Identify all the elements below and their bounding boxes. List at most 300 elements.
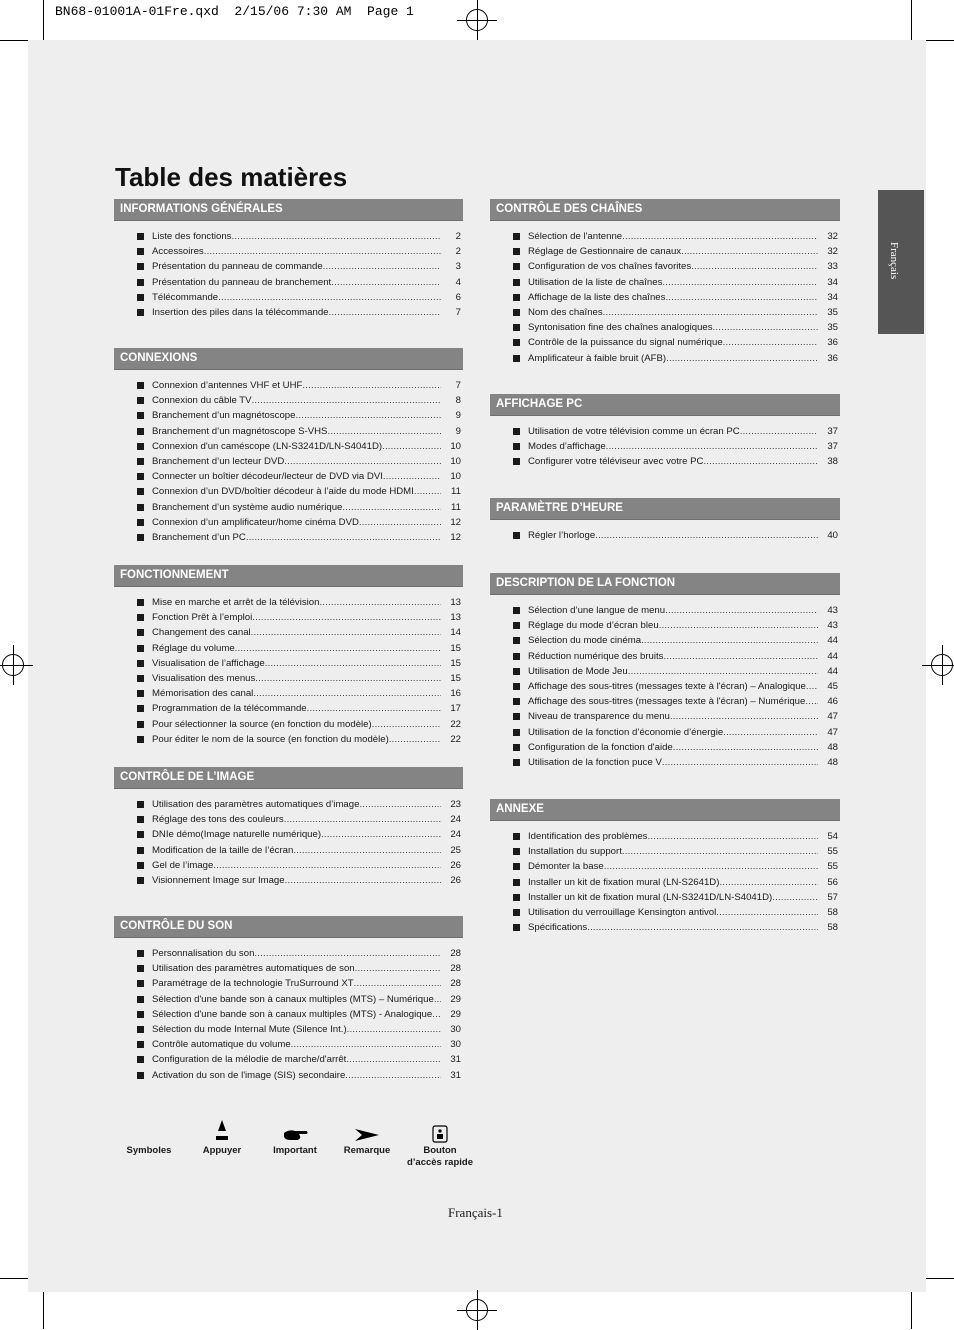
toc-entry-page: 32 (827, 246, 838, 258)
toc-entry (114, 1007, 463, 1022)
toc-entry (114, 656, 463, 671)
toc-entry (490, 649, 840, 664)
toc-entry-label: Fonction Prêt à l’emploi ..... (152, 610, 441, 625)
square-bullet-icon (137, 847, 144, 854)
toc-entry (114, 625, 463, 640)
toc-entry-label: Mise en marche et arrêt de la télévision ..... (152, 595, 441, 610)
toc-entry (114, 515, 463, 530)
toc-entry-page: 14 (450, 627, 461, 639)
toc-entry-label: Affichage de la liste des chaînes ..... (528, 290, 818, 305)
section-header: INFORMATIONS GÉNÉRALES (114, 199, 463, 221)
toc-list (114, 946, 463, 1083)
toc-entry-page: 13 (450, 612, 461, 624)
crop-mark (0, 1278, 28, 1279)
toc-entry-page: 55 (827, 846, 838, 858)
section-annexe (490, 799, 840, 935)
toc-entry-page: 26 (450, 874, 461, 886)
square-bullet-icon (513, 339, 520, 346)
page-footer: Français-1 (448, 1205, 503, 1220)
toc-entry (490, 905, 840, 920)
toc-entry (490, 424, 840, 439)
square-bullet-icon (137, 519, 144, 526)
square-bullet-icon (137, 862, 144, 869)
toc-entry-label: Sélection du mode cinéma ..... (528, 633, 818, 648)
toc-entry-label: Mémorisation des canal ..... (152, 686, 441, 701)
toc-entry-label: Contrôle de la puissance du signal numérique ..... (528, 335, 818, 350)
toc-entry-label: Utilisation des paramètres automatiques d’image ..... (152, 797, 441, 812)
toc-entry-label: Visualisation de l’affichage ..... (152, 656, 441, 671)
toc-entry (490, 244, 840, 259)
square-bullet-icon (137, 279, 144, 286)
toc-entry (490, 528, 840, 543)
toc-entry (114, 671, 463, 686)
toc-entry-label: Sélection de l'antenne ..... (528, 229, 818, 244)
toc-entry-label: Spécifications ..... (528, 920, 818, 935)
toc-entry-page: 38 (827, 456, 838, 468)
toc-entry-label: Branchement d’un système audio numérique ..... (152, 500, 441, 515)
toc-entry-label: Présentation du panneau de branchement ..... (152, 275, 441, 290)
square-bullet-icon (513, 355, 520, 362)
toc-entry-label: Modes d’affichage ..... (528, 439, 818, 454)
toc-entry (114, 858, 463, 873)
toc-entry-label: Démonter la base ..... (528, 859, 818, 874)
square-bullet-icon (137, 534, 144, 541)
toc-list (114, 229, 463, 320)
toc-entry (114, 1022, 463, 1037)
toc-entry (490, 633, 840, 648)
toc-entry-page: 11 (451, 501, 461, 513)
toc-entry (490, 664, 840, 679)
toc-entry-label: Utilisation de la fonction puce V ..... (528, 755, 818, 770)
toc-entry-label: Activation du son de l'image (SIS) secondaire ..... (152, 1068, 441, 1083)
toc-entry (114, 610, 463, 625)
toc-entry (114, 843, 463, 858)
toc-entry (114, 305, 463, 320)
toc-entry-label: Branchement d’un magnétoscope ..... (152, 408, 441, 423)
toc-entry-label: Contrôle automatique du volume ..... (152, 1037, 441, 1052)
square-bullet-icon (137, 690, 144, 697)
toc-entry-page: 24 (450, 814, 461, 826)
toc-entry-label: Sélection d’une langue de menu ..... (528, 603, 818, 618)
section-controle-image (114, 767, 463, 888)
toc-entry-page: 22 (450, 718, 461, 730)
square-bullet-icon (137, 599, 144, 606)
toc-entry-label: Pour sélectionner la source (en fonction du modèle) ..... (152, 717, 441, 732)
toc-entry (114, 701, 463, 716)
toc-entry-label: Installation du support ..... (528, 844, 818, 859)
legend-press (182, 1115, 262, 1157)
legend-press-label: Appuyer (202, 1145, 242, 1156)
toc-entry-page: 28 (450, 978, 461, 990)
toc-entry (114, 275, 463, 290)
toc-entry-label: Amplificateur à faible bruit (AFB) ..... (528, 351, 818, 366)
toc-entry-label: Nom des chaînes ..... (528, 305, 818, 320)
toc-entry (114, 530, 463, 545)
toc-entry-label: Visionnement Image sur Image ..... (152, 873, 441, 888)
toc-entry-label: Utilisation de Mode Jeu ..... (528, 664, 818, 679)
square-bullet-icon (137, 1072, 144, 1079)
square-bullet-icon (513, 729, 520, 736)
toc-entry-page: 8 (455, 395, 461, 407)
square-bullet-icon (137, 248, 144, 255)
toc-entry-page: 33 (827, 261, 838, 273)
toc-entry-label: Configuration de la mélodie de marche/d'arrêt ..... (152, 1052, 441, 1067)
toc-entry (490, 890, 840, 905)
toc-entry-label: Télécommande ..... (152, 290, 441, 305)
toc-entry (490, 618, 840, 633)
toc-entry (114, 454, 463, 469)
toc-entry-page: 4 (455, 276, 461, 288)
toc-entry-label: Connecter un boîtier décodeur/lecteur de DVD via DVI ..... (152, 469, 441, 484)
crop-mark (43, 0, 44, 40)
toc-entry-page: 24 (450, 829, 461, 841)
square-bullet-icon (513, 698, 520, 705)
square-bullet-icon (137, 965, 144, 972)
square-bullet-icon (137, 980, 144, 987)
toc-entry-label: Utilisation de la fonction d’économie d’énergie ..... (528, 725, 818, 740)
square-bullet-icon (137, 412, 144, 419)
section-header: CONTRÔLE DES CHAÎNES (490, 199, 840, 221)
square-bullet-icon (513, 909, 520, 916)
toc-entry-label: Connexion du câble TV ..... (152, 393, 441, 408)
square-bullet-icon (137, 1041, 144, 1048)
toc-entry-label: Connexion d’un DVD/boîtier décodeur à l’aide du mode HDMI ..... (152, 484, 441, 499)
registration-mark (2, 654, 24, 676)
section-header: CONNEXIONS (114, 348, 463, 370)
toc-entry-page: 31 (450, 1054, 461, 1066)
toc-entry-label: Syntonisation fine des chaînes analogiques ..... (528, 320, 818, 335)
toc-entry-page: 2 (455, 246, 461, 258)
toc-entry (114, 976, 463, 991)
toc-entry-page: 12 (450, 516, 461, 528)
section-header: FONCTIONNEMENT (114, 565, 463, 587)
toc-entry-page: 48 (827, 741, 838, 753)
toc-entry-label: Gel de l’image ..... (152, 858, 441, 873)
square-bullet-icon (513, 924, 520, 931)
toc-list (490, 229, 840, 366)
square-bullet-icon (513, 744, 520, 751)
toc-entry (114, 439, 463, 454)
toc-entry (490, 454, 840, 469)
toc-entry (114, 873, 463, 888)
toc-entry-page: 29 (450, 1008, 461, 1020)
toc-entry-page: 2 (455, 231, 461, 242)
toc-entry (490, 755, 840, 770)
toc-entry-page: 47 (827, 711, 838, 723)
toc-entry-label: Sélection d'une bande son à canaux multiples (MTS) – Numérique ..... (152, 992, 441, 1007)
legend-important (255, 1115, 335, 1157)
toc-entry-page: 48 (827, 756, 838, 768)
toc-entry-label: Branchement d’un PC ..... (152, 530, 441, 545)
square-bullet-icon (513, 713, 520, 720)
toc-entry (490, 709, 840, 724)
toc-entry-label: Réglage du volume ..... (152, 641, 441, 656)
toc-entry-label: Réglage du mode d’écran bleu ..... (528, 618, 818, 633)
toc-entry-label: Insertion des piles dans la télécommande ..... (152, 305, 441, 320)
square-bullet-icon (137, 473, 144, 480)
toc-entry-label: Configuration de vos chaînes favorites ..... (528, 259, 818, 274)
toc-entry-label: Connexion d’un amplificateur/home cinéma DVD ..... (152, 515, 441, 530)
toc-entry-label: Liste des fonctions ..... (152, 229, 441, 244)
toc-entry (490, 335, 840, 350)
section-affichage-pc (490, 394, 840, 470)
toc-entry-page: 54 (827, 831, 838, 842)
toc-entry (114, 484, 463, 499)
toc-entry (490, 920, 840, 935)
toc-entry-label: Accessoires ..... (152, 244, 441, 259)
toc-entry-page: 16 (450, 688, 461, 700)
toc-entry-page: 56 (827, 876, 838, 888)
toc-entry (490, 439, 840, 454)
toc-entry-page: 57 (827, 891, 838, 903)
toc-list (114, 595, 463, 747)
toc-entry-page: 31 (450, 1069, 461, 1081)
square-bullet-icon (137, 801, 144, 808)
section-header: ANNEXE (490, 799, 840, 821)
toc-entry (114, 469, 463, 484)
toc-entry (114, 259, 463, 274)
toc-entry-page: 28 (450, 963, 461, 975)
square-bullet-icon (513, 863, 520, 870)
square-bullet-icon (513, 894, 520, 901)
toc-entry-page: 29 (450, 993, 461, 1005)
crop-mark (926, 40, 954, 41)
square-bullet-icon (513, 653, 520, 660)
section-fonctionnement (114, 565, 463, 747)
section-header: CONTRÔLE DU SON (114, 916, 463, 938)
square-bullet-icon (137, 504, 144, 511)
square-bullet-icon (513, 668, 520, 675)
legend-important-label: Important (273, 1145, 317, 1156)
toc-list (490, 528, 840, 543)
legend-quick-button-line1: Bouton (423, 1145, 457, 1156)
toc-entry (114, 229, 463, 244)
toc-entry-label: Identification des problèmes ..... (528, 829, 818, 844)
toc-entry (490, 305, 840, 320)
toc-entry-page: 28 (450, 948, 461, 959)
crop-mark (926, 1278, 954, 1279)
section-header: PARAMÈTRE D’HEURE (490, 498, 840, 520)
square-bullet-icon (137, 233, 144, 240)
square-bullet-icon (137, 443, 144, 450)
toc-entry (490, 725, 840, 740)
toc-entry-page: 37 (827, 441, 838, 453)
toc-list (490, 603, 840, 770)
toc-entry-page: 30 (450, 1039, 461, 1051)
toc-entry-page: 58 (827, 922, 838, 934)
square-bullet-icon (513, 458, 520, 465)
toc-entry-page: 25 (450, 844, 461, 856)
toc-entry-page: 36 (827, 352, 838, 364)
toc-entry-page: 15 (450, 642, 461, 654)
square-bullet-icon (513, 833, 520, 840)
quick-access-button-icon (432, 1125, 448, 1143)
toc-entry-label: Utilisation de la liste de chaînes ..... (528, 275, 818, 290)
square-bullet-icon (137, 831, 144, 838)
toc-entry-page: 58 (827, 906, 838, 918)
legend-quick-button-line2: d’accès rapide (406, 1157, 473, 1168)
legend-note (327, 1115, 407, 1157)
square-bullet-icon (137, 488, 144, 495)
square-bullet-icon (137, 721, 144, 728)
square-bullet-icon (137, 382, 144, 389)
toc-entry (114, 595, 463, 610)
toc-entry-page: 36 (827, 337, 838, 349)
section-informations-generales (114, 199, 463, 320)
toc-entry-page: 40 (827, 530, 838, 541)
toc-entry-page: 35 (827, 306, 838, 318)
toc-entry (114, 1037, 463, 1052)
toc-entry (114, 290, 463, 305)
toc-entry (114, 393, 463, 408)
toc-entry (114, 992, 463, 1007)
toc-entry (114, 686, 463, 701)
toc-entry-page: 43 (827, 605, 838, 616)
square-bullet-icon (137, 294, 144, 301)
square-bullet-icon (137, 1011, 144, 1018)
toc-entry-page: 10 (450, 440, 461, 452)
toc-entry-label: Installer un kit de fixation mural (LN-S2641D) ..... (528, 875, 818, 890)
toc-entry-label: Branchement d’un lecteur DVD ..... (152, 454, 441, 469)
square-bullet-icon (137, 675, 144, 682)
toc-entry-page: 22 (450, 733, 461, 745)
page-title: Table des matières (115, 162, 348, 192)
toc-entry-label: Programmation de la télécommande ..... (152, 701, 441, 716)
toc-entry-label: Connexion d’antennes VHF et UHF ..... (152, 378, 441, 393)
square-bullet-icon (137, 629, 144, 636)
toc-entry (490, 275, 840, 290)
toc-entry-label: Sélection d'une bande son à canaux multiples (MTS) - Analogique ..... (152, 1007, 441, 1022)
section-header: DESCRIPTION DE LA FONCTION (490, 573, 840, 595)
legend-note-label: Remarque (343, 1145, 391, 1156)
legend-symbols (109, 1115, 189, 1157)
square-bullet-icon (137, 877, 144, 884)
toc-entry (490, 351, 840, 366)
crop-mark (43, 1292, 44, 1329)
toc-entry-label: Pour éditer le nom de la source (en fonction du modèle) ..... (152, 732, 441, 747)
square-bullet-icon (513, 637, 520, 644)
square-bullet-icon (513, 848, 520, 855)
toc-entry-page: 10 (450, 471, 461, 483)
square-bullet-icon (137, 1026, 144, 1033)
toc-entry-page: 43 (827, 620, 838, 632)
toc-list (490, 829, 840, 935)
language-tab-label: Français (888, 242, 900, 280)
toc-entry-label: Paramétrage de la technologie TruSurround XT ..... (152, 976, 441, 991)
toc-entry-label: Sélection du mode Internal Mute (Silence Int.) ..... (152, 1022, 441, 1037)
crop-mark (911, 1292, 912, 1329)
square-bullet-icon (137, 614, 144, 621)
toc-entry-label: Configurer votre téléviseur avec votre PC ..... (528, 454, 818, 469)
toc-entry-page: 6 (455, 291, 461, 303)
square-bullet-icon (137, 397, 144, 404)
toc-entry-label: Visualisation des menus ..... (152, 671, 441, 686)
square-bullet-icon (137, 950, 144, 957)
toc-entry (490, 694, 840, 709)
toc-entry (114, 732, 463, 747)
toc-entry-page: 15 (450, 657, 461, 669)
toc-entry-label: Branchement d’un magnétoscope S-VHS ..... (152, 424, 441, 439)
toc-entry-label: Affichage des sous-titres (messages texte à l'écran) – Analogique ..... (528, 679, 818, 694)
toc-entry (490, 740, 840, 755)
toc-entry-page: 9 (455, 410, 461, 422)
toc-entry-label: Personnalisation du son ..... (152, 946, 441, 961)
toc-entry (114, 1052, 463, 1067)
registration-mark (931, 654, 953, 676)
toc-entry-label: Changement des canal ..... (152, 625, 441, 640)
toc-entry (114, 961, 463, 976)
square-bullet-icon (513, 248, 520, 255)
toc-entry (490, 320, 840, 335)
square-bullet-icon (137, 309, 144, 316)
toc-entry-page: 17 (450, 703, 461, 715)
file-header: BN68-01001A-01Fre.qxd 2/15/06 7:30 AM Page 1 (55, 4, 414, 19)
toc-entry-page: 30 (450, 1023, 461, 1035)
toc-entry-label: Installer un kit de fixation mural (LN-S3241D/LN-S4041D) ..... (528, 890, 818, 905)
toc-entry-page: 7 (455, 380, 461, 391)
toc-entry-page: 37 (827, 426, 838, 437)
square-bullet-icon (513, 879, 520, 886)
section-header: AFFICHAGE PC (490, 394, 840, 416)
toc-entry-label: Niveau de transparence du menu ..... (528, 709, 818, 724)
toc-entry (490, 679, 840, 694)
toc-entry-page: 9 (455, 425, 461, 437)
toc-entry-page: 44 (827, 635, 838, 647)
toc-entry (114, 641, 463, 656)
toc-entry (490, 829, 840, 844)
section-connexions (114, 348, 463, 545)
toc-entry-label: Réglage des tons des couleurs ..... (152, 812, 441, 827)
toc-entry-page: 23 (450, 799, 461, 810)
toc-entry (490, 859, 840, 874)
square-bullet-icon (513, 279, 520, 286)
square-bullet-icon (137, 458, 144, 465)
toc-entry-label: Modification de la taille de l’écran ..... (152, 843, 441, 858)
toc-entry-page: 32 (827, 231, 838, 242)
square-bullet-icon (137, 263, 144, 270)
square-bullet-icon (137, 736, 144, 743)
toc-entry-label: DNIe démo(Image naturelle numérique) ..... (152, 827, 441, 842)
toc-entry-page: 13 (450, 597, 461, 608)
square-bullet-icon (513, 324, 520, 331)
toc-entry-label: Connexion d'un caméscope (LN-S3241D/LN-S4041D) ..... (152, 439, 441, 454)
toc-list (114, 797, 463, 888)
toc-entry-page: 7 (455, 306, 461, 318)
toc-entry (114, 827, 463, 842)
square-bullet-icon (513, 683, 520, 690)
toc-entry (114, 424, 463, 439)
square-bullet-icon (137, 1056, 144, 1063)
toc-entry-page: 12 (450, 531, 461, 543)
toc-entry (114, 244, 463, 259)
crop-mark (0, 40, 28, 41)
toc-entry (490, 844, 840, 859)
toc-entry (114, 797, 463, 812)
toc-entry-page: 35 (827, 322, 838, 334)
square-bullet-icon (513, 443, 520, 450)
pointing-hand-icon (282, 1127, 308, 1143)
square-bullet-icon (513, 294, 520, 301)
note-arrow-icon (354, 1127, 380, 1143)
registration-mark (466, 1299, 488, 1321)
section-controle-chaines (490, 199, 840, 366)
toc-entry (114, 408, 463, 423)
toc-entry-page: 11 (451, 486, 461, 498)
press-icon (215, 1119, 229, 1143)
section-controle-son (114, 916, 463, 1083)
square-bullet-icon (513, 233, 520, 240)
toc-entry (114, 812, 463, 827)
